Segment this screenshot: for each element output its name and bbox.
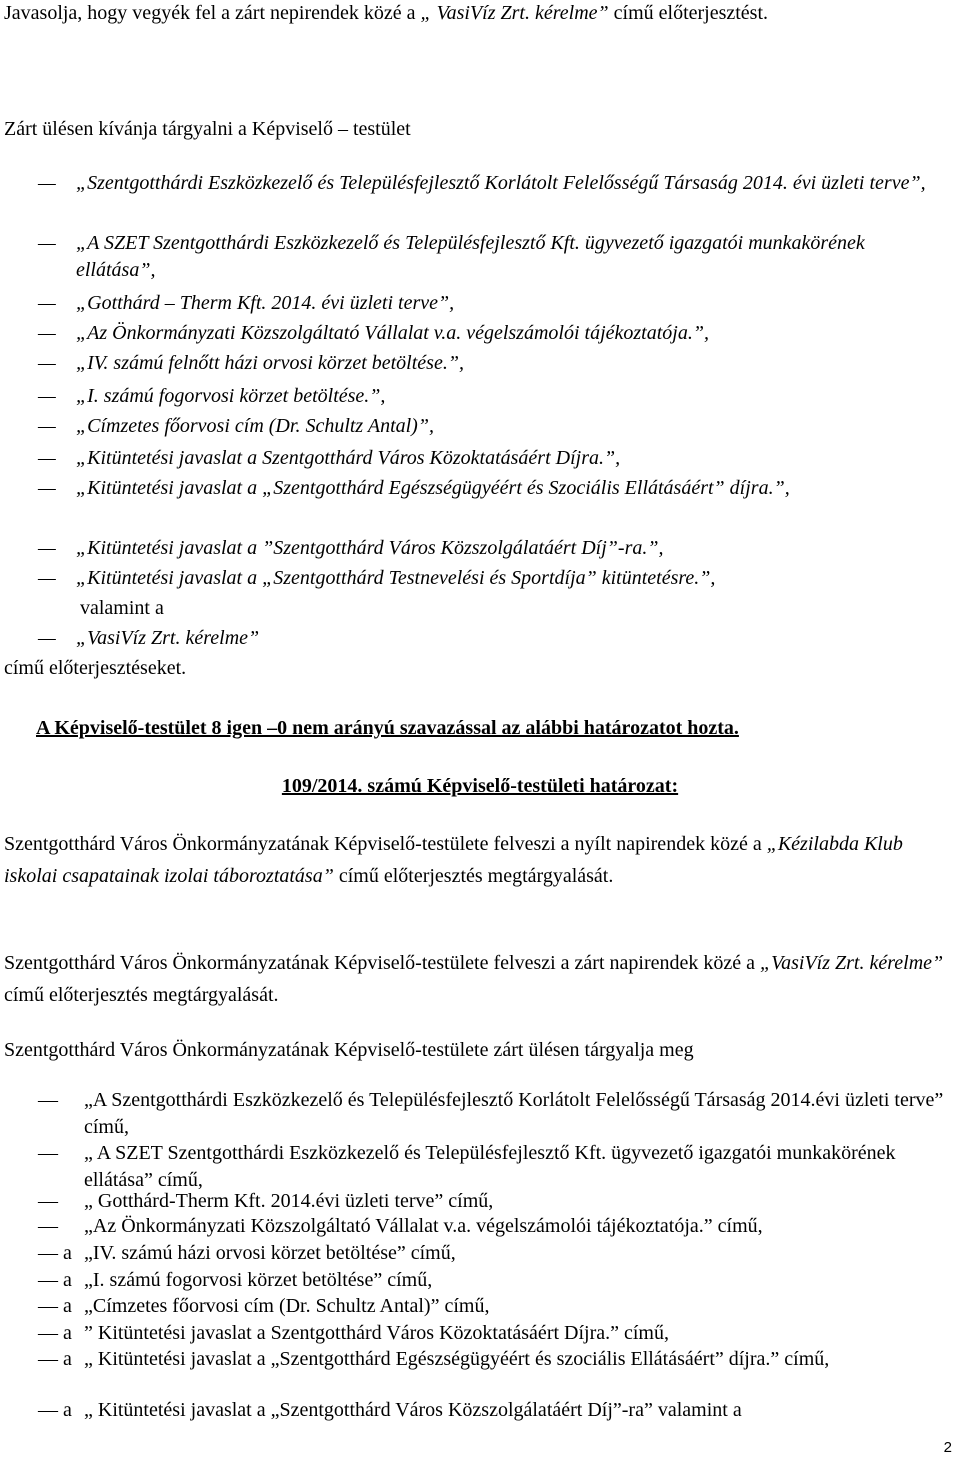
zart-item: — „Szentgotthárdi Eszközkezelő és Településfejlesztő Korlátolt Felelősségű Társaság 2014. évi üzleti terve”, (38, 170, 948, 197)
dash: — (38, 322, 56, 344)
zart-item: — „IV. számú felnőtt házi orvosi körzet betöltése.”, (38, 350, 948, 377)
paragraph-closed-session: Szentgotthárd Város Önkormányzatának Képviselő-testülete zárt ülésen tárgyalja meg (4, 1039, 694, 1061)
zart-intro: Zárt ülésen kívánja tárgyalni a Képviselő – testület (4, 118, 411, 140)
zart-item: — „I. számú fogorvosi körzet betöltése.”, (38, 383, 948, 410)
page-number: 2 (943, 1439, 952, 1456)
vasiviz-item: — „VasiVíz Zrt. kérelme” (38, 625, 948, 652)
dash: — (38, 172, 56, 194)
zart-item: — „Kitüntetési javaslat a Szentgotthárd Város Közoktatásáért Díjra.”, (38, 445, 948, 472)
final-item: — a „ Kitüntetési javaslat a „Szentgotthárd Város Közszolgálatáért Díj”-ra” valamint a (38, 1399, 742, 1421)
intro-title: „ VasiVíz Zrt. kérelme” (420, 2, 609, 24)
final-item: — a „ Kitüntetési javaslat a „Szentgotthárd Egészségügyéért és szociális Ellátásáért” díjra.” című, (38, 1348, 830, 1370)
intro-tail: című előterjesztést. (608, 2, 769, 24)
final-item: — „ A SZET Szentgotthárdi Eszközkezelő és Településfejlesztő Kft. ügyvezető igazgatói munkakörének ellátása” című, (38, 1142, 896, 1191)
final-item: — a „Címzetes főorvosi cím (Dr. Schultz Antal)” című, (38, 1295, 490, 1317)
zart-item: — „Kitüntetési javaslat a „Szentgotthárd Testnevelési és Sportdíja” kitüntetésre.”, (38, 565, 948, 592)
final-item: — a ” Kitüntetési javaslat a Szentgotthárd Város Közoktatásáért Díjra.” című, (38, 1322, 669, 1344)
final-item: — „ Gotthárd-Therm Kft. 2014.évi üzleti terve” című, (38, 1190, 494, 1212)
intro-lead: Javasolja, hogy vegyék fel a zárt nepirendek közé a (4, 2, 421, 24)
intro-paragraph (4, 0, 950, 27)
zart-item: — „Az Önkormányzati Közszolgáltató Vállalat v.a. végelszámolói tájékoztatója.”, (38, 320, 948, 347)
zart-item: — „Gotthárd – Therm Kft. 2014. évi üzleti terve”, (38, 290, 948, 317)
dash: — (38, 567, 56, 589)
dash: — (38, 232, 56, 254)
dash: — (38, 627, 56, 649)
paragraph-open-agenda: Szentgotthárd Város Önkormányzatának Képviselő-testülete felveszi a nyílt napirendek közé a „Kézilabda Klub iskolai csapatainak izolai táboroztatása” című előterjesztés megtárgyalását. (4, 833, 903, 887)
final-item: — „Az Önkormányzati Közszolgáltató Vállalat v.a. végelszámolói tájékoztatója.” című, (38, 1215, 763, 1237)
dash: — (38, 447, 56, 469)
dash: — (38, 477, 56, 499)
dash: — (38, 415, 56, 437)
paragraph-closed-agenda: Szentgotthárd Város Önkormányzatának Képviselő-testülete felveszi a zárt napirendek közé a „VasiVíz Zrt. kérelme” című előterjesztés megtárgyalását. (4, 952, 944, 1006)
zart-item: — „Címzetes főorvosi cím (Dr. Schultz Antal)”, (38, 413, 948, 440)
zart-item: — „Kitüntetési javaslat a „Szentgotthárd Egészségügyéért és Szociális Ellátásáért” díjra.”, (38, 475, 948, 502)
zart-item: — „Kitüntetési javaslat a ”Szentgotthárd Város Közszolgálatáért Díj”-ra.”, (38, 535, 948, 562)
zart-item: — „A SZET Szentgotthárdi Eszközkezelő és Településfejlesztő Kft. ügyvezető igazgatói munkakörének ellátása”, (38, 232, 865, 281)
resolution-title: 109/2014. számú Képviselő-testületi határozat: (281, 775, 679, 797)
final-item: — „A Szentgotthárdi Eszközkezelő és Településfejlesztő Korlátolt Felelősségű Társaság 2014.évi üzleti terve” című, (38, 1089, 944, 1138)
dash: — (38, 292, 56, 314)
cimu-label: című előterjesztéseket. (4, 657, 187, 679)
dash: — (38, 385, 56, 407)
dash: — (38, 537, 56, 559)
dash: — (38, 352, 56, 374)
vote-result: A Képviselő-testület 8 igen –0 nem arányú szavazással az alábbi határozatot hozta. (36, 717, 739, 739)
final-item: — a „I. számú fogorvosi körzet betöltése” című, (38, 1269, 433, 1291)
final-item: — a „IV. számú házi orvosi körzet betöltése” című, (38, 1242, 456, 1264)
valamint-label: valamint a (80, 597, 164, 619)
